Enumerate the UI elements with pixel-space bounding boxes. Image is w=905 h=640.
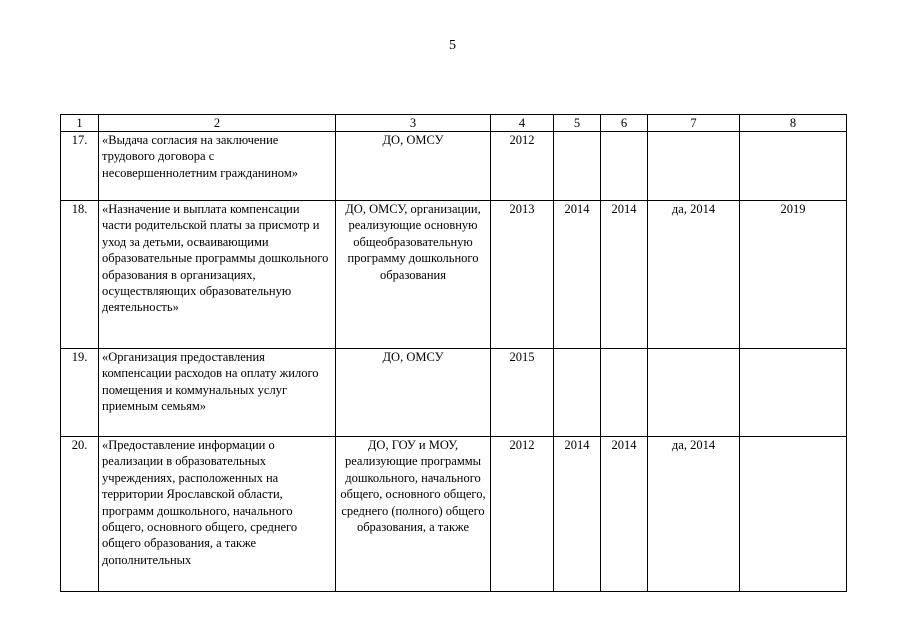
header-cell-1: 1	[61, 115, 99, 132]
service-name: «Организация предоставления компенсации расходов на оплату жилого помещения и коммунальных услуг приемным семьям»	[99, 349, 336, 437]
page-number: 5	[449, 38, 456, 53]
column-6-value: 2014	[601, 437, 648, 592]
executors: ДО, ОМСУ	[336, 132, 491, 201]
executors: ДО, ГОУ и МОУ, реализующие программы дошкольного, начального общего, основного общего, среднего (полного) общего образования, а также	[336, 437, 491, 592]
header-cell-8: 8	[740, 115, 847, 132]
column-6-value	[601, 349, 648, 437]
header-cell-5: 5	[554, 115, 601, 132]
column-5-value: 2014	[554, 437, 601, 592]
column-7-value	[648, 349, 740, 437]
column-4-value: 2013	[491, 201, 554, 349]
column-8-value	[740, 132, 847, 201]
executors: ДО, ОМСУ, организации, реализующие основную общеобразовательную программу дошкольного образования	[336, 201, 491, 349]
column-8-value	[740, 349, 847, 437]
table-row	[61, 201, 847, 349]
column-5-value	[554, 132, 601, 201]
header-cell-4: 4	[491, 115, 554, 132]
row-number: 20.	[61, 437, 99, 592]
service-name: «Выдача согласия на заключение трудового договора с несовершеннолетним гражданином»	[99, 132, 336, 201]
table-row	[61, 132, 847, 201]
row-number: 17.	[61, 132, 99, 201]
column-5-value	[554, 349, 601, 437]
header-cell-7: 7	[648, 115, 740, 132]
header-cell-2: 2	[99, 115, 336, 132]
header-cell-3: 3	[336, 115, 491, 132]
column-8-value	[740, 437, 847, 592]
table-header-row	[61, 115, 847, 132]
column-8-value: 2019	[740, 201, 847, 349]
column-6-value: 2014	[601, 201, 648, 349]
column-4-value: 2015	[491, 349, 554, 437]
row-number: 19.	[61, 349, 99, 437]
header-cell-6: 6	[601, 115, 648, 132]
column-5-value: 2014	[554, 201, 601, 349]
column-7-value: да, 2014	[648, 201, 740, 349]
executors: ДО, ОМСУ	[336, 349, 491, 437]
service-name: «Предоставление информации о реализации в образовательных учреждениях, расположенных на территории Ярославской области, программ дошкольного, начального общего, основного общего, среднего общего образования, а также дополнительных	[99, 437, 336, 592]
column-6-value	[601, 132, 648, 201]
document-table	[60, 114, 847, 592]
table-row	[61, 437, 847, 592]
column-4-value: 2012	[491, 132, 554, 201]
column-7-value: да, 2014	[648, 437, 740, 592]
column-4-value: 2012	[491, 437, 554, 592]
table-row	[61, 349, 847, 437]
row-number: 18.	[61, 201, 99, 349]
column-7-value	[648, 132, 740, 201]
service-name: «Назначение и выплата компенсации части родительской платы за присмотр и уход за детьми, осваивающими образовательные программы дошкольного образования в организациях, осуществляющих образовательную деятельность»	[99, 201, 336, 349]
